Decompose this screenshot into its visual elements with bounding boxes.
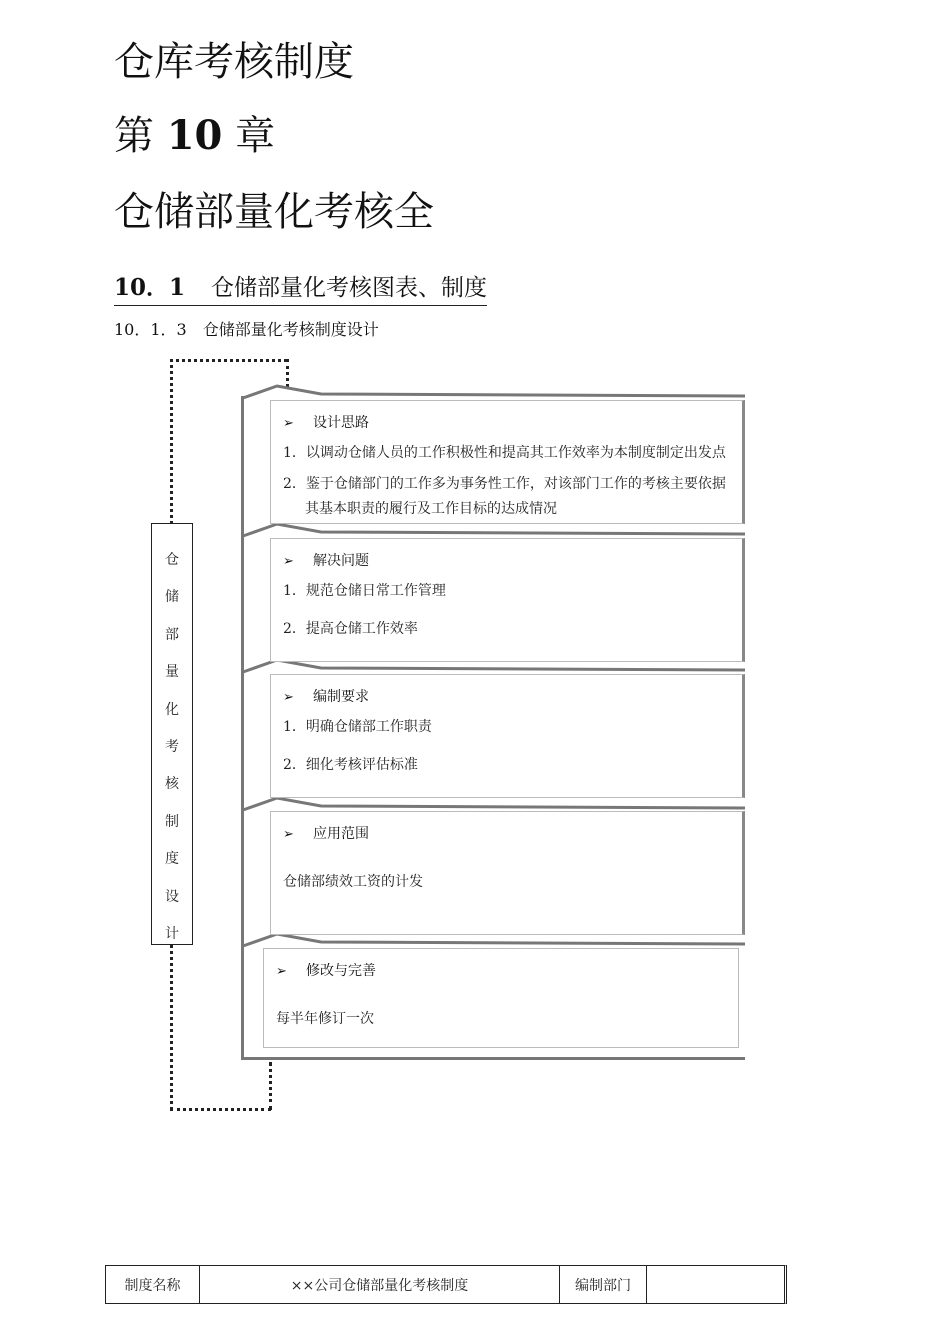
panel-heading: ➢ 修改与完善 xyxy=(276,961,376,982)
list-item: 1．以调动仓储人员的工作积极性和提高其工作效率为本制度制定出发点 xyxy=(283,445,726,461)
section-heading xyxy=(114,272,487,306)
chapter-title: 仓储部量化考核全 xyxy=(114,189,434,235)
arrow-bullet-icon: ➢ xyxy=(283,554,294,569)
vertical-label-char: 储 xyxy=(165,589,179,606)
table-cell-policy-name-value: ××公司仓储部量化考核制度 xyxy=(200,1266,560,1303)
panel-design-approach xyxy=(270,400,745,524)
table-cell-department-value xyxy=(647,1266,784,1303)
section-title: 仓储部量化考核图表、制度 xyxy=(211,275,488,301)
vertical-label-char: 核 xyxy=(165,776,179,793)
policy-info-table xyxy=(105,1265,787,1304)
panel-scope xyxy=(270,811,745,935)
chapter-suffix: 章 xyxy=(235,113,276,159)
panel-compilation-requirements xyxy=(270,674,745,798)
chapter-prefix: 第 xyxy=(114,113,154,159)
arrow-bullet-icon: ➢ xyxy=(283,416,294,431)
dotted-connector-bottom-rise xyxy=(269,1062,272,1110)
section-number: 10．1 xyxy=(114,274,186,301)
panel-heading: ➢ 应用范围 xyxy=(283,824,369,845)
list-item: 1．规范仓储日常工作管理 xyxy=(283,583,446,599)
panel-tab-2 xyxy=(241,522,747,538)
table-cell-policy-name-label: 制度名称 xyxy=(106,1266,200,1303)
panel-problems-solved xyxy=(270,538,745,662)
vertical-label-char: 度 xyxy=(165,851,179,868)
arrow-bullet-icon: ➢ xyxy=(283,690,294,705)
vertical-label-char: 量 xyxy=(165,664,179,681)
vertical-label-char: 制 xyxy=(165,813,179,830)
panel-text: 仓储部绩效工资的计发 xyxy=(283,874,423,890)
panel-heading: ➢ 解决问题 xyxy=(283,551,369,572)
vertical-label-char: 计 xyxy=(165,926,179,943)
vertical-label-char: 化 xyxy=(165,701,179,718)
dotted-connector-left-upper xyxy=(170,359,173,524)
dotted-connector-bottom xyxy=(170,1108,271,1111)
arrow-bullet-icon: ➢ xyxy=(283,827,294,842)
subsection-heading: 10．1．3 仓储部量化考核制度设计 xyxy=(114,320,379,339)
panel-revision xyxy=(263,948,739,1048)
vertical-label-char: 设 xyxy=(165,888,179,905)
panel-tab-1 xyxy=(241,384,747,400)
dotted-connector-top-drop xyxy=(286,359,289,387)
document-title: 仓库考核制度 xyxy=(114,39,354,85)
panel-tab-4 xyxy=(241,796,747,812)
dotted-connector-top xyxy=(170,359,287,362)
vertical-label-box xyxy=(151,523,193,945)
chapter-number: 10 xyxy=(166,112,223,159)
dotted-connector-left-lower xyxy=(170,945,173,1110)
arrow-bullet-icon: ➢ xyxy=(276,964,287,979)
list-item: 2．鉴于仓储部门的工作多为事务性工作，对该部门工作的考核主要依据其基本职责的履行及工作目标的达成情况 xyxy=(283,476,726,517)
panel-text: 每半年修订一次 xyxy=(276,1011,374,1027)
panel-heading: ➢ 编制要求 xyxy=(283,687,369,708)
vertical-label-char: 仓 xyxy=(165,552,179,568)
panel-heading: ➢ 设计思路 xyxy=(283,413,369,434)
chapter-heading xyxy=(114,112,275,160)
vertical-label-char: 部 xyxy=(165,626,179,643)
list-item: 2．细化考核评估标准 xyxy=(283,757,418,773)
list-item: 1．明确仓储部工作职责 xyxy=(283,719,432,735)
table-cell-department-label: 编制部门 xyxy=(560,1266,647,1303)
list-item: 2．提高仓储工作效率 xyxy=(283,621,418,637)
vertical-label-char: 考 xyxy=(165,739,179,756)
